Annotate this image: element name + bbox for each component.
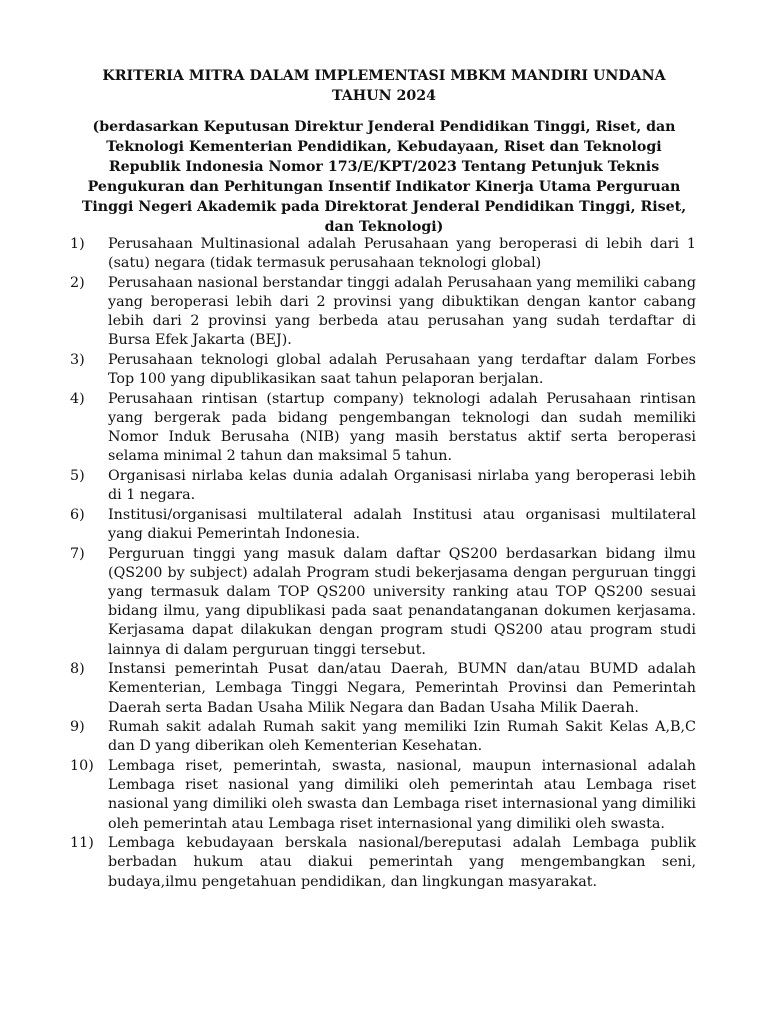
item-number: 9) [70, 719, 85, 736]
item-text: Perusahaan rintisan (startup company) teknologi adalah Perusahaan rintisan yang bergerak pada bidang pengembangan teknologi dan sudah memiliki Nomor Induk Berusaha (NIB) yang masih berstatus aktif serta beroperasi selama minimal 2 tahun dan maksimal 5 tahun. [108, 390, 696, 465]
document-subtitle: (berdasarkan Keputusan Direktur Jenderal Pendidikan Tinggi, Riset, dan Teknologi Kementerian Pendidikan, Kebudayaan, Riset dan Teknologi Republik Indonesia Nomor 173/E/KPT/2023 Tentang Petunjuk Teknis Pengukuran dan Perhitungan Insentif Indikator Kinerja Utama Perguruan Tinggi Negeri Akademik pada Direktorat Jenderal Pendidikan Tinggi, Riset, dan Teknologi) [81, 119, 687, 235]
list-item [70, 274, 696, 351]
item-number: 10) [70, 758, 94, 774]
item-number: 2) [70, 274, 85, 291]
criteria-list [70, 235, 696, 892]
list-item [70, 351, 696, 389]
item-text: Organisasi nirlaba kelas dunia adalah Organisasi nirlaba yang beroperasi lebih di 1 negara. [108, 468, 696, 504]
document-title [80, 66, 688, 106]
item-text: Perusahaan teknologi global adalah Perusahaan yang terdaftar dalam Forbes Top 100 yang dipublikasikan saat tahun pelaporan berjalan. [108, 352, 696, 388]
item-number: 7) [70, 545, 85, 562]
list-item [70, 718, 696, 756]
list-item [70, 660, 696, 718]
item-text: Instansi pemerintah Pusat dan/atau Daerah, BUMN dan/atau BUMD adalah Kementerian, Lembaga Tinggi Negara, Pemerintah Provinsi dan Pemerintah Daerah serta Badan Usaha Milik Negara dan Badan Usaha Milik Daerah. [108, 661, 696, 716]
item-text: Perguruan tinggi yang masuk dalam daftar QS200 berdasarkan bidang ilmu (QS200 by subject) adalah Program studi bekerjasama dengan perguruan tinggi yang termasuk dalam TOP QS200 university ranking atau TOP QS200 sesuai bidang ilmu, yang dipublikasi pada saat penandatanganan dokumen kerjasama. Kerjasama dapat dilakukan dengan program studi QS200 atau program studi lainnya di dalam perguruan tinggi tersebut. [108, 545, 696, 658]
list-item [70, 506, 696, 544]
list-item [70, 235, 696, 273]
list-item [70, 757, 696, 834]
item-number: 8) [70, 661, 85, 678]
item-number: 1) [70, 236, 85, 252]
item-text: Institusi/organisasi multilateral adalah Institusi atau organisasi multilateral yang diakui Pemerintah Indonesia. [108, 506, 696, 542]
item-number: 6) [70, 506, 85, 523]
item-number: 11) [70, 835, 94, 852]
list-item [70, 834, 696, 892]
item-text: Perusahaan nasional berstandar tinggi adalah Perusahaan yang memiliki cabang yang beroperasi lebih dari 2 provinsi yang dibuktikan dengan kantor cabang lebih dari 2 provinsi yang berbeda atau perusahan yang sudah terdaftar di Bursa Efek Jakarta (BEJ). [108, 274, 696, 349]
title-line-2: TAHUN 2024 [332, 88, 436, 104]
title-line-1: KRITERIA MITRA DALAM IMPLEMENTASI MBKM MANDIRI UNDANA [102, 68, 666, 84]
item-text: Perusahaan Multinasional adalah Perusahaan yang beroperasi di lebih dari 1 (satu) negara (tidak termasuk perusahaan teknologi global) [108, 236, 696, 272]
list-item [70, 467, 696, 505]
item-number: 5) [70, 468, 85, 484]
item-text: Rumah sakit adalah Rumah sakit yang memiliki Izin Rumah Sakit Kelas A,B,C dan D yang diberikan oleh Kementerian Kesehatan. [108, 719, 696, 755]
item-text: Lembaga kebudayaan berskala nasional/bereputasi adalah Lembaga publik berbadan hukum atau diakui pemerintah yang mengembangkan seni, budaya,ilmu pengetahuan pendidikan, dan lingkungan masyarakat. [108, 835, 696, 890]
list-item [70, 390, 696, 467]
list-item [70, 545, 696, 660]
item-text: Lembaga riset, pemerintah, swasta, nasional, maupun internasional adalah Lembaga riset nasional yang dimiliki oleh pemerintah atau Lembaga riset nasional yang dimiliki oleh swasta dan Lembaga riset internasional yang dimiliki oleh pemerintah atau Lembaga riset internasional yang dimiliki oleh swasta. [108, 758, 696, 832]
item-number: 4) [70, 390, 85, 407]
item-number: 3) [70, 352, 85, 368]
